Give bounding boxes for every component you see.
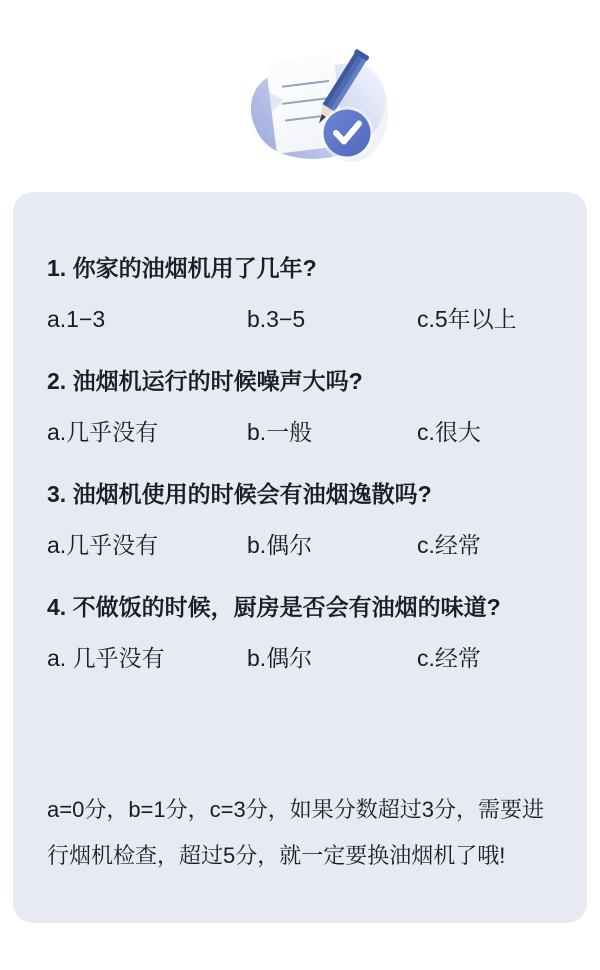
option-c: c.经常 xyxy=(417,532,481,558)
hero-illustration xyxy=(0,0,600,192)
option-c: c.经常 xyxy=(417,645,481,671)
question-block-4 xyxy=(47,595,553,670)
option-a: a.几乎没有 xyxy=(47,419,159,445)
option-a: a.1−3 xyxy=(47,306,106,332)
question-options xyxy=(47,646,553,670)
option-c: c.5年以上 xyxy=(417,306,517,332)
question-title: 4. 不做饭的时候，厨房是否会有油烟的味道? xyxy=(47,594,501,620)
option-a: a. 几乎没有 xyxy=(47,645,165,671)
question-block-1 xyxy=(47,256,553,331)
option-b: b.3−5 xyxy=(247,306,306,332)
document-pencil-checkmark-illustration xyxy=(0,0,600,192)
option-a: a.几乎没有 xyxy=(47,532,159,558)
question-block-3 xyxy=(47,482,553,557)
option-b: b.一般 xyxy=(247,419,313,445)
option-c: c.很大 xyxy=(417,419,481,445)
option-b: b.偶尔 xyxy=(247,645,313,671)
question-options xyxy=(47,307,553,331)
question-options xyxy=(47,533,553,557)
question-block-2 xyxy=(47,369,553,444)
option-b: b.偶尔 xyxy=(247,532,313,558)
question-title: 2. 油烟机运行的时候噪声大吗? xyxy=(47,368,363,394)
checkmark-badge-icon xyxy=(321,107,374,160)
questionnaire-card xyxy=(13,192,587,923)
question-title: 1. 你家的油烟机用了几年? xyxy=(47,255,317,281)
scoring-note: a=0分，b=1分，c=3分，如果分数超过3分，需要进行烟机检查，超过5分，就一定要换油烟机了哦! xyxy=(47,797,544,868)
question-title: 3. 油烟机使用的时候会有油烟逸散吗? xyxy=(47,481,432,507)
question-options xyxy=(47,420,553,444)
